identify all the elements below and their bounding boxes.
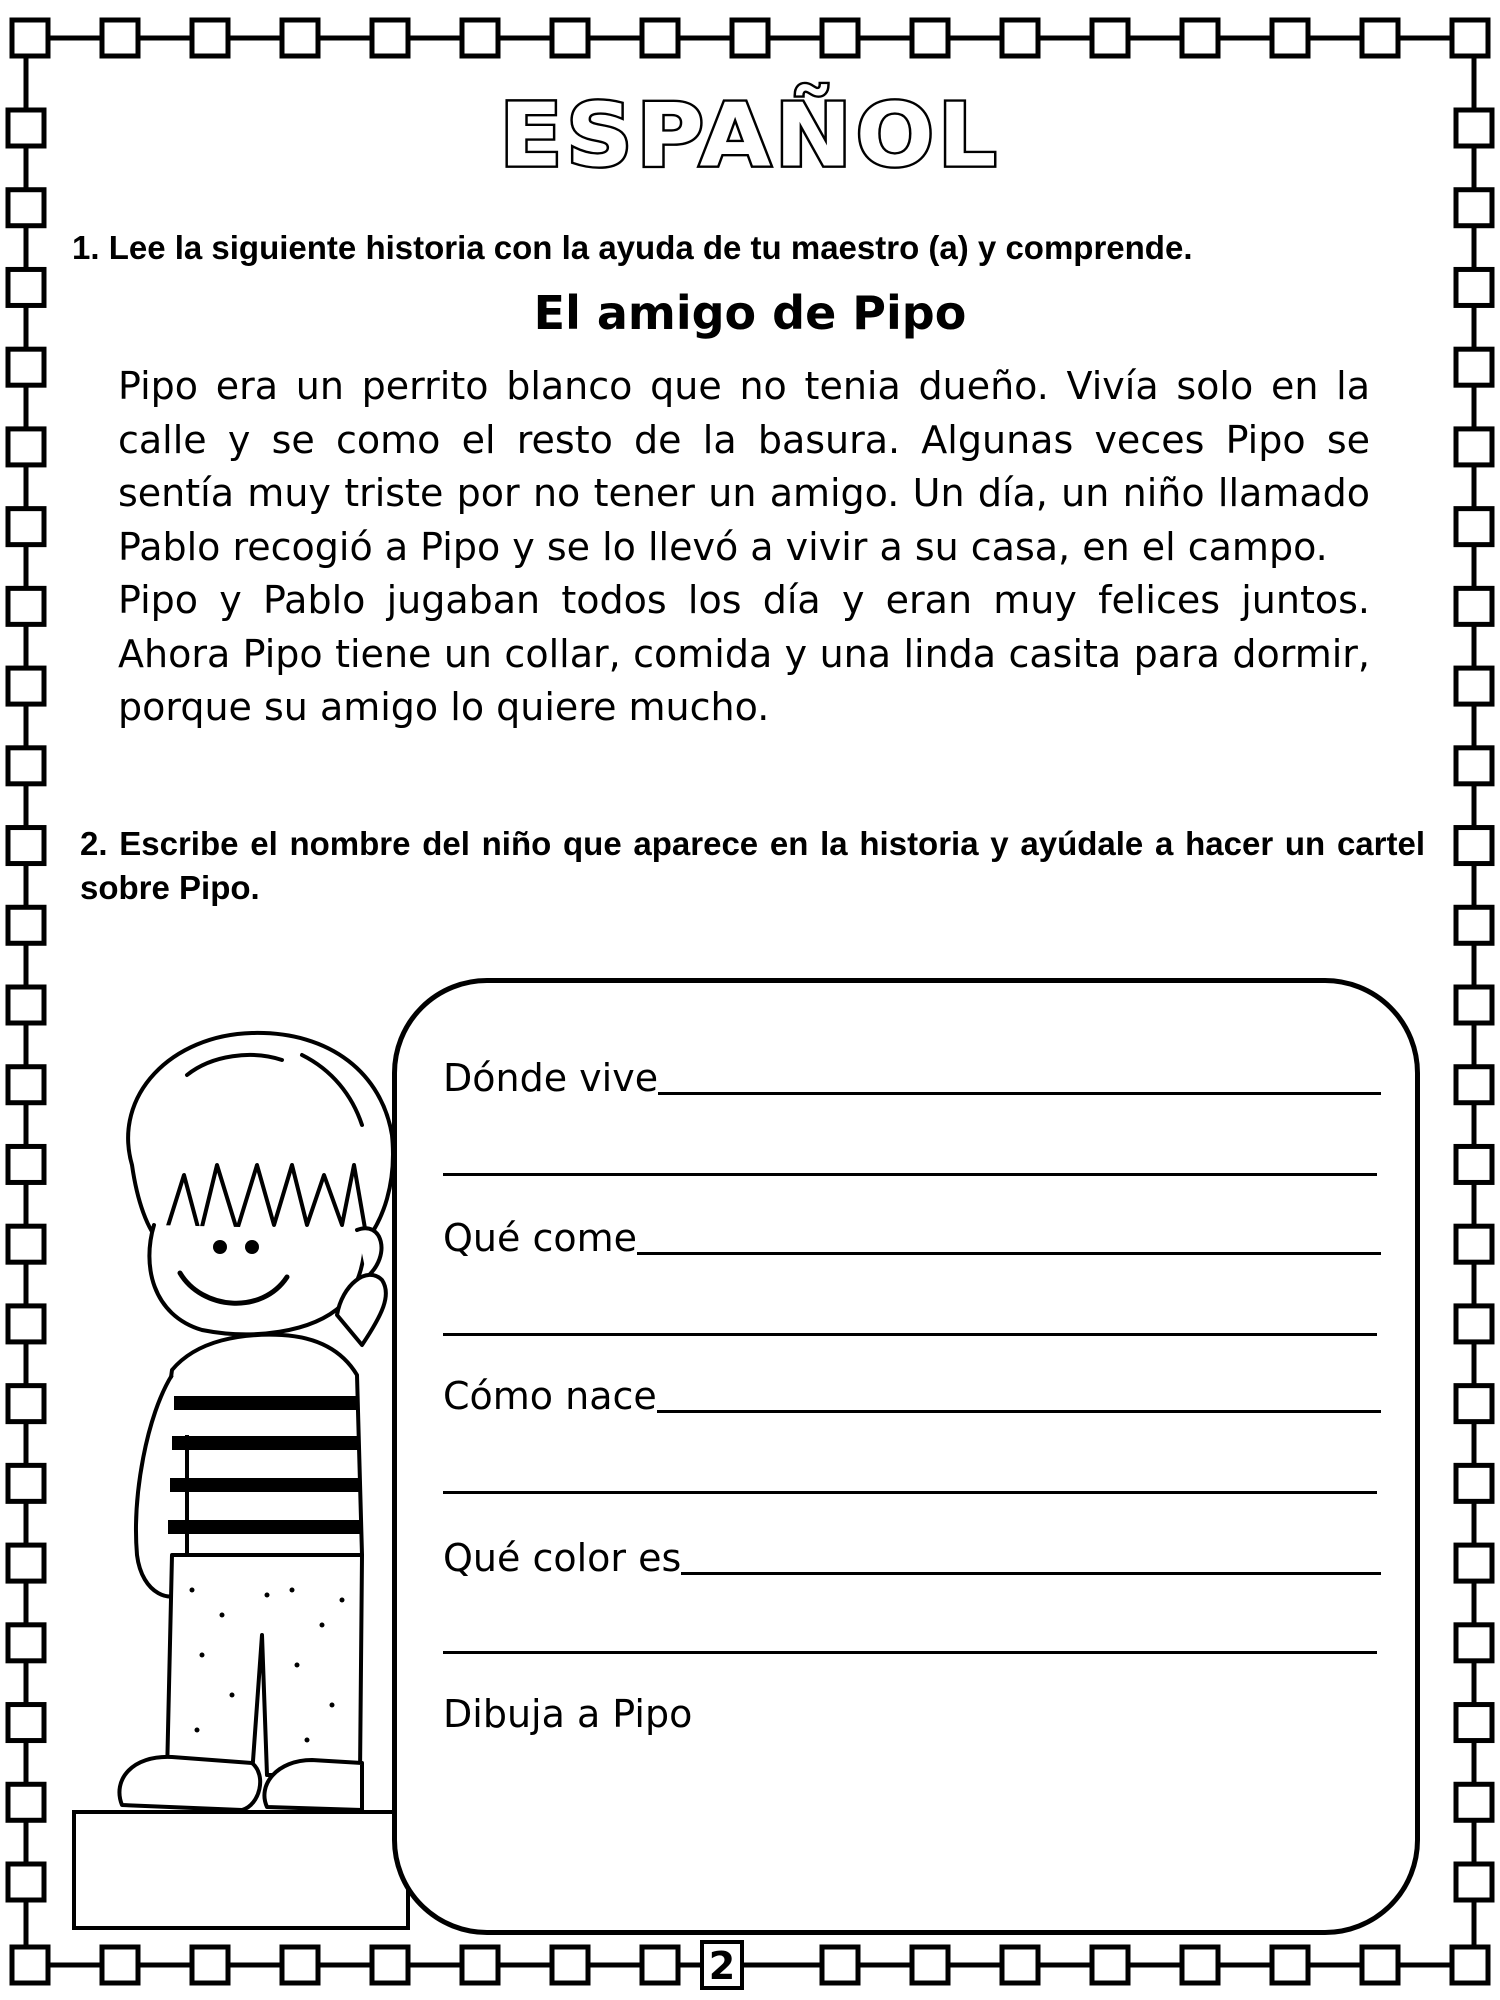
border-link (8, 748, 44, 784)
border-link (1452, 20, 1488, 56)
instruction-2: 2. Escribe el nombre del niño que aparece en la historia y ayúdale a hacer un cartel sobre Pipo. (80, 825, 1425, 906)
answer-line[interactable] (681, 1571, 1381, 1575)
answer-line[interactable] (443, 1491, 1377, 1494)
field-what-color (443, 1535, 1381, 1581)
border-link (1272, 1947, 1308, 1983)
border-link (1456, 668, 1492, 704)
border-link (462, 20, 498, 56)
border-link (8, 1784, 44, 1820)
border-link (1182, 1947, 1218, 1983)
field-label: Dónde vive (443, 1056, 659, 1100)
border-link (822, 1947, 858, 1983)
name-answer-box[interactable] (72, 1810, 410, 1930)
border-link (1456, 1306, 1492, 1342)
border-link (8, 828, 44, 864)
field-where-lives (443, 1055, 1381, 1101)
border-link (1272, 20, 1308, 56)
border-link (462, 1947, 498, 1983)
border-link (1452, 1947, 1488, 1983)
border-link (1456, 588, 1492, 624)
poster-box (392, 978, 1420, 1935)
field-label: Dibuja a Pipo (443, 1692, 693, 1736)
border-link (1456, 190, 1492, 226)
story-text (118, 360, 1370, 735)
border-link (1456, 349, 1492, 385)
border-link (1092, 20, 1128, 56)
border-link (1002, 20, 1038, 56)
border-link (8, 1545, 44, 1581)
border-link (1456, 1545, 1492, 1581)
border-link (282, 20, 318, 56)
border-link (8, 1465, 44, 1501)
border-link (102, 1947, 138, 1983)
border-link (1456, 748, 1492, 784)
border-link (732, 20, 768, 56)
border-link (1456, 828, 1492, 864)
border-link (8, 668, 44, 704)
border-link (1456, 1386, 1492, 1422)
border-link (1456, 429, 1492, 465)
border-link (642, 1947, 678, 1983)
border-link (1456, 1625, 1492, 1661)
border-link (8, 1705, 44, 1741)
border-link (1456, 509, 1492, 545)
border-link (552, 1947, 588, 1983)
field-draw (443, 1691, 1381, 1737)
field-label: Qué come (443, 1216, 637, 1260)
border-link (1456, 1705, 1492, 1741)
border-link (8, 1625, 44, 1661)
border-link (1002, 1947, 1038, 1983)
border-link (372, 1947, 408, 1983)
boy-illustration (92, 1015, 422, 1815)
border-link (282, 1947, 318, 1983)
border-link (1362, 20, 1398, 56)
page-title: ESPAÑOL (499, 84, 1001, 187)
border-link (8, 987, 44, 1023)
page-number: 2 (700, 1940, 744, 1990)
border-link (102, 20, 138, 56)
border-link (8, 1067, 44, 1103)
field-label: Qué color es (443, 1536, 682, 1580)
border-link (1456, 987, 1492, 1023)
border-link (1456, 1864, 1492, 1900)
story-paragraph-2: Pipo y Pablo jugaban todos los día y eran muy felices juntos. Ahora Pipo tiene un collar, comida y una linda casita para dormir, porque su amigo lo quiere mucho. (118, 578, 1370, 729)
border-link (8, 1864, 44, 1900)
border-link (1456, 1784, 1492, 1820)
border-link (912, 1947, 948, 1983)
border-link (1456, 1226, 1492, 1262)
border-link (1456, 907, 1492, 943)
border-link (8, 1306, 44, 1342)
border-link (1456, 1465, 1492, 1501)
border-link (192, 1947, 228, 1983)
border-link (552, 20, 588, 56)
border-link (1092, 1947, 1128, 1983)
border-link (1182, 20, 1218, 56)
field-how-born (443, 1373, 1381, 1419)
border-link (822, 20, 858, 56)
answer-line[interactable] (658, 1091, 1381, 1095)
border-link (8, 1146, 44, 1182)
story-paragraph-1: Pipo era un perrito blanco que no tenia dueño. Vivía solo en la calle y se como el resto de la basura. Algunas veces Pipo se sentía muy triste por no tener un amigo. Un día, un niño llamado Pablo recogió a Pipo y se lo llevó a vivir a su casa, en el campo. (118, 364, 1370, 569)
border-link (8, 907, 44, 943)
border-link (1456, 1067, 1492, 1103)
answer-line[interactable] (637, 1251, 1381, 1255)
border-link (642, 20, 678, 56)
border-link (8, 588, 44, 624)
border-link (1456, 1146, 1492, 1182)
border-link (8, 349, 44, 385)
field-label: Cómo nace (443, 1374, 657, 1418)
field-what-eats (443, 1215, 1381, 1261)
answer-line[interactable] (443, 1333, 1377, 1336)
border-link (192, 20, 228, 56)
border-link (8, 190, 44, 226)
border-link (12, 1947, 48, 1983)
border-link (372, 20, 408, 56)
answer-line[interactable] (443, 1173, 1377, 1176)
border-link (8, 429, 44, 465)
border-link (8, 509, 44, 545)
instruction-1: 1. Lee la siguiente historia con la ayuda de tu maestro (a) y comprende. (72, 229, 1193, 266)
border-link (8, 1386, 44, 1422)
answer-line[interactable] (657, 1409, 1381, 1413)
border-link (8, 1226, 44, 1262)
border-link (12, 20, 48, 56)
answer-line[interactable] (443, 1651, 1377, 1654)
border-link (1362, 1947, 1398, 1983)
story-title: El amigo de Pipo (533, 286, 967, 340)
border-link (912, 20, 948, 56)
